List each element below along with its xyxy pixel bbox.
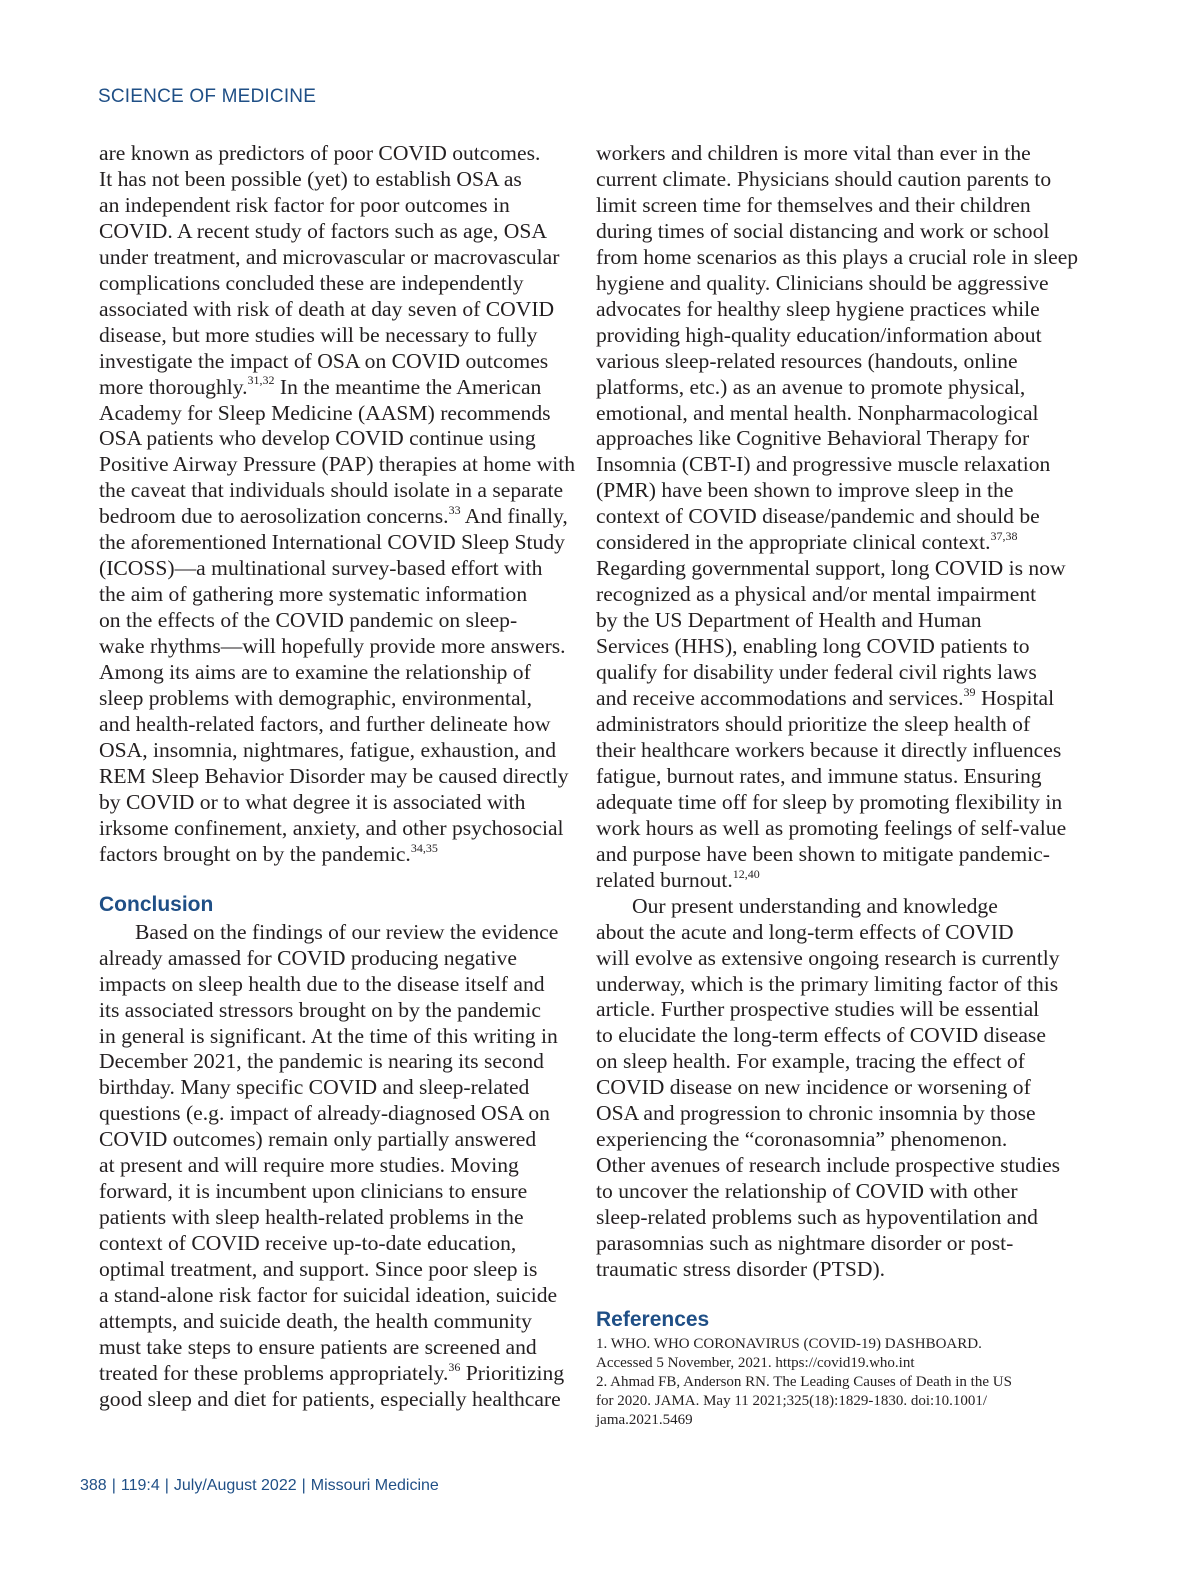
text-line: article. Further prospective studies will be essential [596,997,1040,1022]
text-line [596,686,1072,712]
text-line: patients with sleep health-related problems in the [99,1205,524,1230]
paragraph [596,141,1079,894]
text-line: during times of social distancing and work or school [596,218,1050,243]
citation-superscript: 33 [448,503,461,518]
references-heading: References [596,1307,710,1331]
text-run: more thoroughly. [99,374,248,399]
text-run: And finally, [460,504,568,529]
text-line: attempts, and suicide death, the health community [99,1308,532,1333]
text-line: traumatic stress disorder (PTSD). [596,1256,886,1281]
text-line: about the acute and long-term effects of COVID [596,919,1014,944]
text-line: COVID. A recent study of factors such as age, OSA [99,218,547,243]
text-line: and purpose have been shown to mitigate pandemic- [596,841,1050,866]
text-line: COVID outcomes) remain only partially answered [99,1127,537,1152]
text-line: a stand-alone risk factor for suicidal ideation, suicide [99,1283,558,1308]
text-line: Our present understanding and knowledge [632,893,998,918]
text-line [99,1361,575,1387]
paragraph [99,141,575,868]
text-line: current climate. Physicians should caution parents to [596,166,1052,191]
text-line: Insomnia (CBT-I) and progressive muscle relaxation [596,452,1051,477]
text-run: and receive accommodations and services. [596,686,964,711]
text-line: December 2021, the pandemic is nearing its second [99,1049,544,1074]
text-line: complications concluded these are independently [99,270,524,295]
text-line: Based on the findings of our review the evidence [135,919,559,944]
text-line: forward, it is incumbent upon clinicians to ensure [99,1179,528,1204]
text-line: platforms, etc.) as an avenue to promote physical, [596,374,1026,399]
text-line: limit screen time for themselves and their children [596,192,1031,217]
text-line: the aforementioned International COVID Sleep Study [99,530,565,555]
text-line: from home scenarios as this plays a crucial role in sleep [596,244,1079,269]
text-line: on sleep health. For example, tracing the effect of [596,1049,1025,1074]
text-line [596,868,1072,894]
text-line: will evolve as extensive ongoing research is currently [596,945,1060,970]
paragraph [596,894,1072,1283]
paragraph [99,920,575,1413]
text-line: providing high-quality education/information about [596,322,1042,347]
text-line: impacts on sleep health due to the disease itself and [99,971,545,996]
text-line [99,504,575,530]
text-line: their healthcare workers because it directly influences [596,737,1062,762]
right-column [596,141,1079,1430]
text-line: context of COVID receive up-to-date education, [99,1231,517,1256]
issue-date: July/August 2022 [173,1477,297,1494]
text-line: OSA and progression to chronic insomnia by those [596,1101,1036,1126]
text-line: at present and will require more studies. Moving [99,1153,519,1178]
text-line: are known as predictors of poor COVID outcomes. [99,141,541,165]
text-line: to elucidate the long-term effects of COVID disease [596,1023,1046,1048]
citation-superscript: 39 [963,684,976,699]
text-line: by COVID or to what degree it is associated with [99,789,526,814]
text-line: sleep problems with demographic, environmental, [99,686,532,711]
text-line: the caveat that individuals should isolate in a separate [99,478,564,503]
reference-line: for 2020. JAMA. May 11 2021;325(18):1829-1830. doi:10.1001/ [596,1392,988,1409]
text-run: bedroom due to aerosolization concerns. [99,504,449,529]
text-line: workers and children is more vital than ever in the [596,141,1031,165]
text-line: by the US Department of Health and Human [596,608,982,633]
text-line: the aim of gathering more systematic information [99,582,528,607]
text-line: already amassed for COVID producing negative [99,945,517,970]
text-run: considered in the appropriate clinical context. [596,530,991,555]
footer-separator: | [111,1477,116,1494]
issue-number: 119:4 [120,1477,160,1494]
section-label: SCIENCE OF MEDICINE [98,86,317,107]
text-line: approaches like Cognitive Behavioral Therapy for [596,426,1030,451]
citation-superscript: 34,35 [410,840,438,855]
page-number: 388 [80,1477,107,1494]
text-run: treated for these problems appropriately. [99,1360,449,1385]
reference-line: 1. WHO. WHO CORONAVIRUS (COVID-19) DASHBOARD. [596,1335,982,1352]
text-line: good sleep and diet for patients, especially healthcare [99,1386,561,1411]
text-line: to uncover the relationship of COVID with other [596,1179,1018,1204]
text-line: (ICOSS)—a multinational survey-based effort with [99,556,543,581]
text-line: optimal treatment, and support. Since poor sleep is [99,1257,538,1282]
text-line: qualify for disability under federal civil rights laws [596,660,1037,685]
text-line: It has not been possible (yet) to establish OSA as [99,166,522,191]
text-line: context of COVID disease/pandemic and should be [596,504,1040,529]
text-line: on the effects of the COVID pandemic on sleep- [99,608,518,633]
text-line: must take steps to ensure patients are screened and [99,1334,537,1359]
text-line: wake rhythms—will hopefully provide more answers. [99,634,566,659]
text-line: associated with risk of death at day seven of COVID [99,296,555,321]
text-line [99,375,575,401]
text-line: birthday. Many specific COVID and sleep-related [99,1075,530,1100]
text-line: OSA patients who develop COVID continue using [99,426,536,451]
text-line: Academy for Sleep Medicine (AASM) recommends [99,400,551,425]
text-line: Positive Airway Pressure (PAP) therapies at home with [99,452,576,477]
references-list [596,1335,1072,1430]
text-line: irksome confinement, anxiety, and other psychosocial [99,815,564,840]
text-line: under treatment, and microvascular or macrovascular [99,244,560,269]
text-line: COVID disease on new incidence or worsening of [596,1075,1031,1100]
text-line: advocates for healthy sleep hygiene practices while [596,296,1040,321]
text-line: in general is significant. At the time of this writing in [99,1023,558,1048]
citation-superscript: 36 [448,1359,461,1374]
text-line: Regarding governmental support, long COVID is now [596,556,1066,581]
text-line: recognized as a physical and/or mental impairment [596,582,1037,607]
text-line: REM Sleep Behavior Disorder may be caused directly [99,763,569,788]
text-line: work hours as well as promoting feelings of self-value [596,815,1067,840]
text-line: questions (e.g. impact of already-diagnosed OSA on [99,1101,550,1126]
text-line: an independent risk factor for poor outcomes in [99,192,510,217]
text-line: its associated stressors brought on by the pandemic [99,997,541,1022]
text-line: adequate time off for sleep by promoting flexibility in [596,789,1063,814]
footer-separator: | [164,1477,169,1494]
citation-superscript: 37,38 [990,529,1018,544]
text-line [99,842,575,868]
text-run: factors brought on by the pandemic. [99,841,411,866]
text-line: (PMR) have been shown to improve sleep in the [596,478,1014,503]
text-line: disease, but more studies will be necessary to fully [99,322,538,347]
text-line: experiencing the “coronasomnia” phenomenon. [596,1127,1008,1152]
text-line: underway, which is the primary limiting factor of this [596,971,1059,996]
footer-separator: | [301,1477,306,1494]
text-run: In the meantime the American [274,374,542,399]
left-column [99,141,575,1413]
text-line: OSA, insomnia, nightmares, fatigue, exhaustion, and [99,737,556,762]
text-run: related burnout. [596,867,733,892]
conclusion-heading: Conclusion [99,892,214,916]
text-run: Hospital [975,686,1055,711]
text-line: fatigue, burnout rates, and immune status. Ensuring [596,763,1042,788]
text-line: Services (HHS), enabling long COVID patients to [596,634,1030,659]
text-line: emotional, and mental health. Nonpharmacological [596,400,1039,425]
text-line [596,530,1072,556]
journal-name: Missouri Medicine [310,1477,439,1494]
page-footer [80,1477,439,1495]
text-line: Other avenues of research include prospective studies [596,1153,1061,1178]
text-line: Among its aims are to examine the relationship of [99,660,531,685]
text-line: sleep-related problems such as hypoventilation and [596,1205,1038,1230]
citation-superscript: 31,32 [247,373,275,388]
text-line: various sleep-related resources (handouts, online [596,348,1018,373]
reference-line: 2. Ahmad FB, Anderson RN. The Leading Causes of Death in the US [596,1373,1012,1390]
text-line: administrators should prioritize the sleep health of [596,711,1031,736]
citation-superscript: 12,40 [732,866,760,881]
text-line: investigate the impact of OSA on COVID outcomes [99,348,549,373]
reference-line: jama.2021.5469 [596,1411,693,1428]
text-line: parasomnias such as nightmare disorder or post- [596,1231,1014,1256]
text-run: Prioritizing [460,1360,565,1385]
reference-line: Accessed 5 November, 2021. https://covid19.who.int [596,1354,915,1371]
text-line: and health-related factors, and further delineate how [99,711,551,736]
text-line: hygiene and quality. Clinicians should be aggressive [596,270,1049,295]
